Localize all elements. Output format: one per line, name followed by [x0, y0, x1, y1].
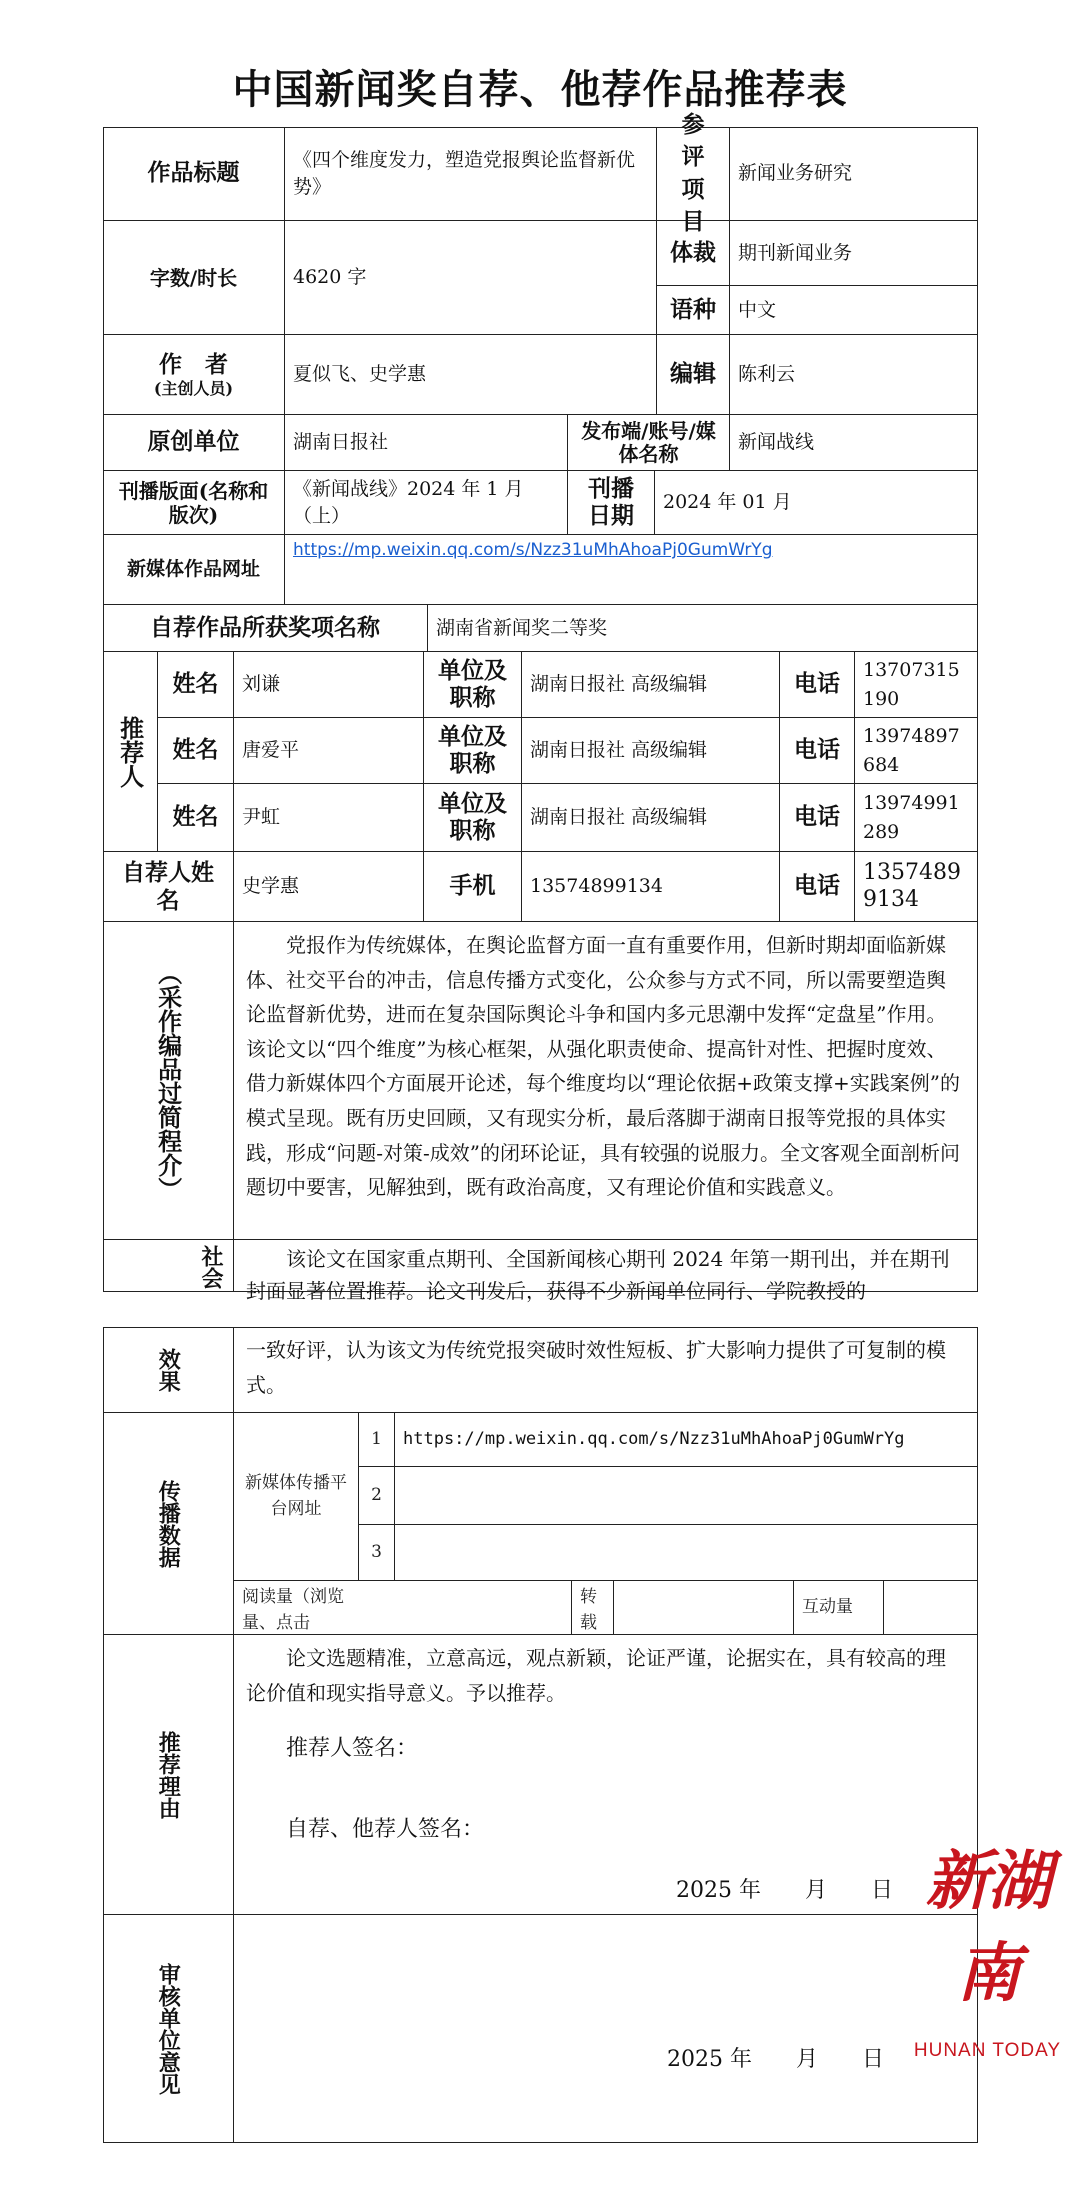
label-reason: 推荐理由 [103, 1635, 234, 1915]
label-recommender-unit: 单位及职称 [424, 784, 522, 852]
genre: 期刊新闻业务 [730, 221, 978, 286]
media-name: 新闻战线 [730, 415, 978, 471]
page-title: 中国新闻奖自荐、他荐作品推荐表 [232, 66, 848, 113]
recommender-name: 刘谦 [234, 652, 424, 718]
new-media-url-link[interactable]: https://mp.weixin.qq.com/s/Nzz31uMhAhoaPj0GumWrYg [285, 535, 978, 605]
label-original-unit: 原创单位 [103, 415, 285, 471]
label-recommenders: 推荐人 [103, 652, 158, 852]
label-mobile: 手机 [424, 852, 522, 922]
label-process: （采作编品过简程介） [103, 922, 234, 1240]
platform-url-3[interactable] [395, 1525, 978, 1581]
recommender-name: 尹虹 [234, 784, 424, 852]
label-interactions: 互动量 [794, 1581, 884, 1635]
row-number: 3 [359, 1525, 395, 1581]
recommender-signature-label: 推荐人签名： [286, 1736, 419, 1762]
label-social-effect-b: 效果 [103, 1327, 234, 1413]
process-text: 党报作为传统媒体，在舆论监督方面一直有重要作用，但新时期却面临新媒体、社交平台的冲击，信息传播方式变化，公众参与方式不同，所以需要塑造舆论监督新优势，进而在复杂国际舆论斗争和国内多元思潮中发挥“定盘星”作用。该论文以“四个维度”为核心框架，从强化职责使命、提高针对性、把握时度效、借力新媒体四个方面展开论述，每个维度均以“理论依据+政策支撑+实践案例”的模式呈现。既有历史回顾，又有现实分析，最后落脚于湖南日报等党报的具体实践，形成“问题-对策-成效”的闭环论证，具有较强的说服力。全文客观全面剖析问题切中要害，见解独到，既有政治高度，又有理论价值和实践意义。 [234, 922, 978, 1240]
interactions-value [884, 1581, 978, 1635]
recommender-unit: 湖南日报社 高级编辑 [522, 652, 780, 718]
mobile: 13574899134 [522, 852, 780, 922]
row-number: 1 [359, 1413, 395, 1467]
platform-url-1[interactable]: https://mp.weixin.qq.com/s/Nzz31uMhAhoaPj0GumWrYg [395, 1413, 978, 1467]
social-effect-text-a: 该论文在国家重点期刊、全国新闻核心期刊 2024 年第一期刊出，并在期刊封面显著位置推荐。论文刊发后，获得不少新闻单位同行、学院教授的 [234, 1240, 978, 1292]
label-category: 参评项目 [657, 127, 730, 221]
award: 湖南省新闻奖二等奖 [428, 605, 978, 652]
label-self-phone: 电话 [780, 852, 855, 922]
author: 夏似飞、史学惠 [285, 335, 657, 415]
hunan-today-logo [895, 1830, 1080, 2070]
label-platform-url: 新媒体传播平台网址 [234, 1413, 359, 1581]
label-review: 审核单位意见 [103, 1915, 234, 2143]
word-count: 4620 字 [285, 221, 657, 335]
editor: 陈利云 [730, 335, 978, 415]
label-publish-date: 刊播日期 [568, 471, 655, 535]
recommender-phone: 13707315190 [855, 652, 978, 718]
logo-text-cn: 新湖南 [925, 1844, 1050, 2011]
label-author-sub: (主创人员) [153, 378, 234, 398]
platform-url-2[interactable] [395, 1467, 978, 1525]
recommender-phone: 13974897684 [855, 718, 978, 784]
label-editor: 编辑 [657, 335, 730, 415]
label-recommender-phone: 电话 [780, 718, 855, 784]
logo-text-en: HUNAN TODAY [913, 2040, 1062, 2061]
label-shares: 转载 [572, 1581, 614, 1635]
review-date: 2025 年 月 日 [667, 2047, 884, 2072]
label-author [103, 335, 285, 415]
recommender-unit: 湖南日报社 高级编辑 [522, 718, 780, 784]
label-layout: 刊播版面(名称和版次) [103, 471, 285, 535]
self-phone: 13574899134 [855, 852, 978, 922]
label-recommender-name: 姓名 [158, 784, 234, 852]
reason-date: 2025 年 月 日 [676, 1877, 893, 1903]
social-effect-text-b: 一致好评，认为该文为传统党报突破时效性短板、扩大影响力提供了可复制的模式。 [234, 1327, 978, 1413]
reason-cell [234, 1635, 978, 1915]
recommender-name: 唐爱平 [234, 718, 424, 784]
self-name: 史学惠 [234, 852, 424, 922]
label-language: 语种 [657, 286, 730, 335]
label-recommender-phone: 电话 [780, 652, 855, 718]
category: 新闻业务研究 [730, 127, 978, 221]
language: 中文 [730, 286, 978, 335]
work-title: 《四个维度发力，塑造党报舆论监督新优势》 [285, 127, 657, 221]
label-media-name: 发布端/账号/媒体名称 [568, 415, 730, 471]
recommender-unit: 湖南日报社 高级编辑 [522, 784, 780, 852]
original-unit: 湖南日报社 [285, 415, 568, 471]
label-author-main: 作 者 [159, 351, 228, 379]
label-word-count: 字数/时长 [103, 221, 285, 335]
label-recommender-name: 姓名 [158, 718, 234, 784]
recommender-phone: 13974991289 [855, 784, 978, 852]
review-cell [234, 1915, 978, 2143]
layout: 《新闻战线》2024 年 1 月（上） [285, 471, 568, 535]
label-recommender-phone: 电话 [780, 784, 855, 852]
label-new-media-url: 新媒体作品网址 [103, 535, 285, 605]
label-award: 自荐作品所获奖项名称 [103, 605, 428, 652]
self-signature-label: 自荐、他荐人签名： [286, 1816, 485, 1842]
publish-date: 2024 年 01 月 [655, 471, 978, 535]
label-spread-data: 传播数据 [103, 1413, 234, 1635]
label-recommender-unit: 单位及职称 [424, 718, 522, 784]
label-read-count: 阅读量（浏览量、点击 [234, 1581, 572, 1635]
label-recommender-name: 姓名 [158, 652, 234, 718]
label-recommender-unit: 单位及职称 [424, 652, 522, 718]
label-social-effect-a: 社会 [103, 1240, 234, 1292]
label-genre: 体裁 [657, 221, 730, 286]
label-self-name: 自荐人姓名 [103, 852, 234, 922]
label-work-title: 作品标题 [103, 127, 285, 221]
reason-text: 论文选题精准，立意高远，观点新颖，论证严谨，论据实在，具有较高的理论价值和现实指导意义。予以推荐。 [246, 1646, 946, 1705]
shares-value [614, 1581, 794, 1635]
row-number: 2 [359, 1467, 395, 1525]
